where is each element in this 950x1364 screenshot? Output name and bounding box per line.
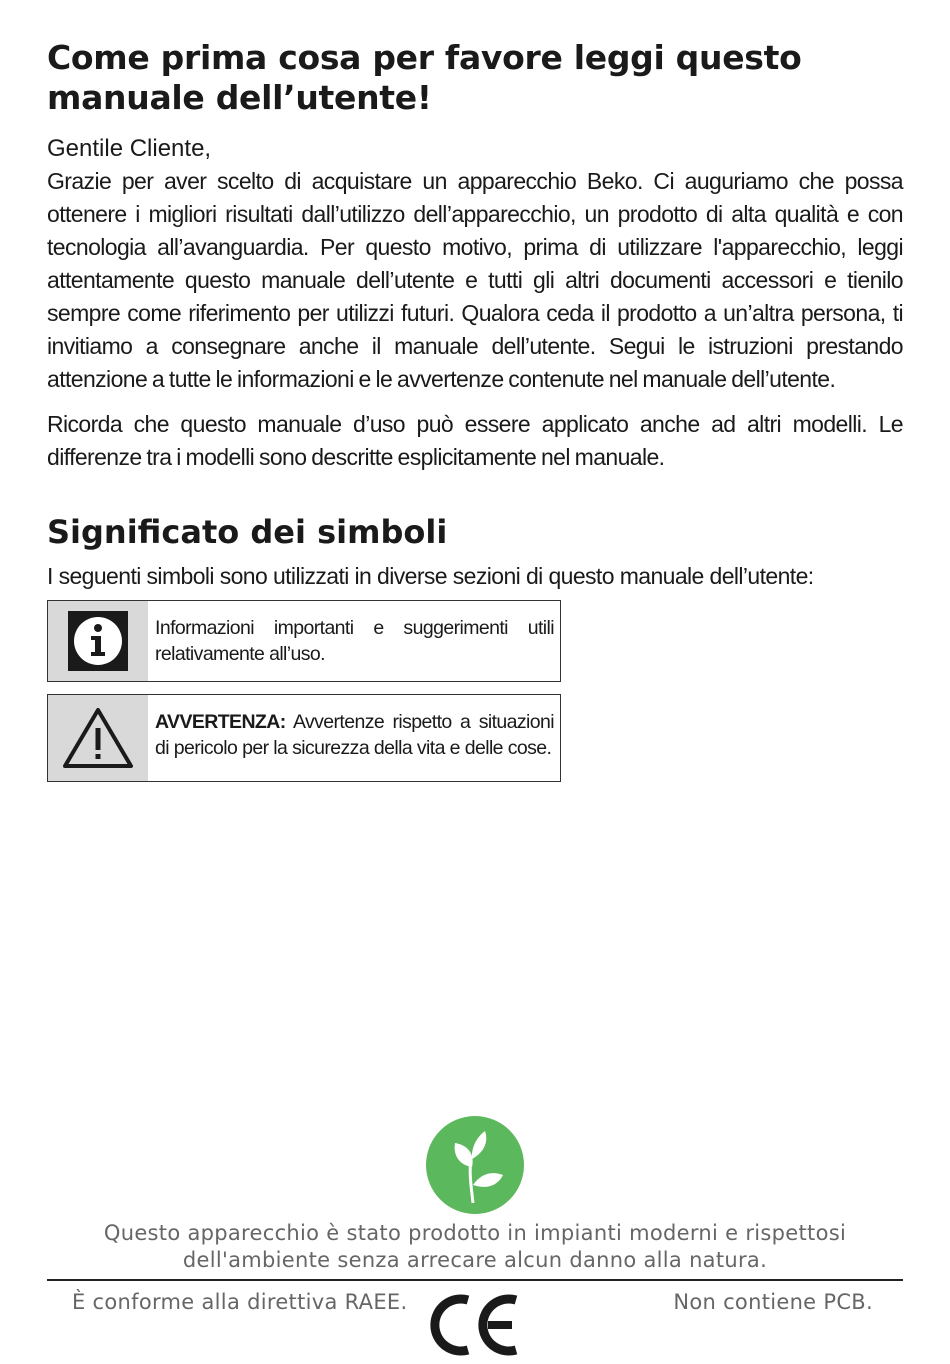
greeting: Gentile Cliente,: [47, 135, 212, 162]
leaf-icon: [425, 1115, 525, 1215]
eco-text: Questo apparecchio è stato prodotto in impianti moderni e rispettosi dell'ambiente senza arrecare alcun danno alla natura.: [103, 1221, 847, 1272]
warning-text: [148, 695, 560, 781]
pcb-note: Non contiene PCB.: [673, 1290, 873, 1314]
info-symbol-box: [47, 600, 561, 682]
eco-logo: [0, 1115, 950, 1220]
raee-note: È conforme alla direttiva RAEE.: [72, 1290, 408, 1314]
models-paragraph: Ricorda che questo manuale d’uso può essere applicato anche ad altri modelli. Le differenze tra i modelli sono descritte esplicitamente nel manuale.: [47, 411, 903, 470]
warning-description: Avvertenze rispetto a situazioni di pericolo per la sicurezza della vita e delle cose.: [155, 711, 554, 759]
warning-symbol-box: [47, 694, 561, 782]
page-content: [47, 0, 903, 593]
page-title: Come prima cosa per favore leggi questo manuale dell’utente!: [47, 38, 802, 117]
info-icon: [48, 601, 148, 681]
warning-icon: [48, 695, 148, 781]
ce-mark-icon: [428, 1294, 522, 1356]
warning-label: AVVERTENZA:: [155, 711, 286, 733]
footer-divider: [47, 1279, 903, 1281]
intro-paragraph: Grazie per aver scelto di acquistare un apparecchio Beko. Ci auguriamo che possa ottenere i migliori risultati dall’utilizzo dell’apparecchio, un prodotto di alta qualità e con tecnologia all’avanguardia. Per questo motivo, prima di utilizzare l'apparecchio, leggi attentamente questo manuale dell’utente e tutti gli altri documenti accessori e tienilo sempre come riferimento per utilizzi futuri. Qualora ceda il prodotto a un’altra persona, ti invitiamo a consegnare anche il manuale dell’utente. Segui le istruzioni prestando attenzione a tutte le informazioni e le avvertenze contenute nel manuale dell’utente.: [47, 168, 903, 392]
section-title-symbols: Significato dei simboli: [47, 513, 448, 551]
symbols-intro: I seguenti simboli sono utilizzati in diverse sezioni di questo manuale dell’utente:: [47, 563, 814, 589]
info-text: Informazioni importanti e suggerimenti utili relativamente all’uso.: [155, 617, 554, 665]
